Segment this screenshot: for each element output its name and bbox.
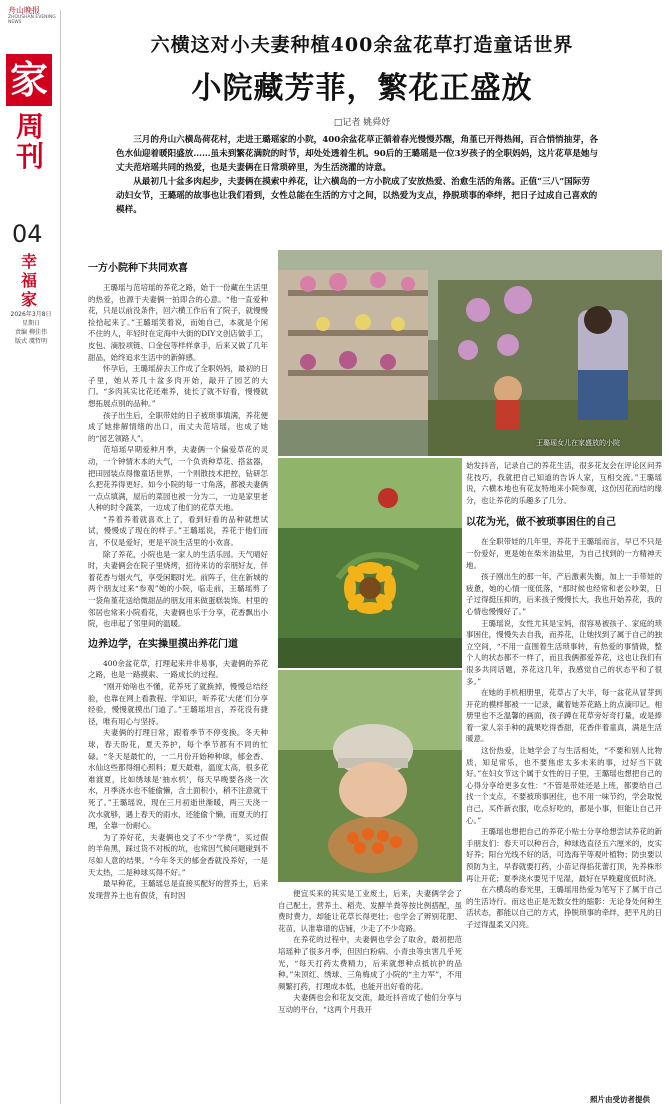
- courtyard-illustration: [278, 250, 662, 456]
- paragraph: “刚开始啥也不懂，花养死了就换掉，慢慢总结经验，也靠在网上看教程、学知识，听养花‘大佬’们分享经验，慢慢就摸出门道了。”王璐瑶坦言，养花没有捷径，唯有用心与坚持。: [88, 682, 268, 726]
- designer: 版式 虞哲明: [15, 338, 47, 345]
- zhou-char: 周: [15, 110, 44, 143]
- subheading-3: 以花为光，做不被琐事困住的自己: [466, 517, 616, 529]
- paragraph: 在六横岛的春光里，王璐瑶用热爱为笔写下了属于自己的生活诗行。而这也正是无数女性的缩影：无论身处何种生活状态，都能以自己的方式，挣脱琐事的牵绊，把平凡的日子过得温柔又闪亮。: [466, 885, 662, 929]
- section-name: 幸福家: [20, 252, 37, 309]
- subheading-1: 一方小院种下共同欢喜: [88, 263, 188, 274]
- photo-courtyard: [278, 250, 662, 456]
- kicker: 六横这对小夫妻种植400余盆花草打造童话世界: [150, 34, 574, 56]
- section-logo-zhoukan: [10, 112, 50, 172]
- photo-credit: 照片由受访者提供: [590, 1095, 650, 1104]
- lead-paragraphs: [116, 133, 598, 217]
- paragraph: 这份热爱，让她学会了与生活相处，“不要和别人比物质，知足常乐，也不要焦虑太多未来的事，过好当下就好。”在妇女节这个属于女性的日子里，王璐瑶也想把自己的心得分享给更多女性：“不管是带娃还是上班，都要给自己找一个支点，不要被琐事困住，也不用一味节约，学会取悦自己，买件新衣服，吃点好吃的，都是小事，但能让自己开心。”: [466, 746, 662, 825]
- sidebar: [0, 0, 60, 1114]
- subheading-2: 边养边学，在实操里摸出养花门道: [88, 638, 238, 650]
- photo-caption: 王璐瑶女儿在家盛放的小院: [536, 439, 620, 447]
- paragraph: 孩子刚出生的那一年，产后激素失衡，加上一手带娃的疲惫，她的心情一度低落，“那时候也经常和老公吵架，日子过得挺压抑的，后来孩子慢慢长大，我也开始养花，我的心情也慢慢好了。”: [466, 572, 662, 616]
- paragraph: 王璐瑶与范培瑶的养花之路，始于一份藏在生活里的热爱，也源于夫妻俩一拍即合的心意。“他一直爱种花，只是以前没条件，回六横工作后有了院子，就慢慢捡拾起来了。”王璐瑶笑着说，而她自己，本就是个闲不住的人，年轻时在定海中大街的DIY文创店做手工，皮包、滴胶项链、口金包等样样拿手，后来又做了几年甜品，始终追求生活中的新鲜感。: [88, 283, 268, 362]
- paragraph: 在全职带娃的几年里，养花于王璐瑶而言，早已不只是一份爱好，更是她在柴米油盐里，为自己找到的一方精神天地。: [466, 537, 662, 570]
- column-2: [278, 888, 462, 1110]
- paragraph: 便宜买来的其实是工业废土，后来，夫妻俩学会了自己配土，营养土、稻壳、发酵羊粪等按比例搭配，虽费时费力，却能让花草长得更壮；也学会了辨别花肥、花苗，认准靠谱的店铺，少走了不少弯路。: [278, 889, 462, 933]
- photo-child: [278, 670, 462, 882]
- kan-char: 刊: [15, 140, 44, 173]
- sunflower-illustration: [278, 458, 462, 668]
- photo-sunflower: [278, 458, 462, 668]
- paragraph: 范培瑶早期爱种月季，夫妻俩一个偏爱草花的灵动，一个钟情木本的大气，一个负责种草花、搭盆器，把田园装点得像童话世界，一个则散技术把控，钻研怎么把花养得更好。如今小院的每一寸角落，都被夫妻俩一点点填满，屋后的菜园也被一分为二，一边是家里老人种的时令蔬菜，一边成了他们的花草天地。: [88, 445, 268, 513]
- paragraph: 400余盆花草，打理起来并非易事，夫妻俩的养花之路，也是一路摸索、一路成长的过程。: [88, 658, 268, 680]
- paragraph: 夫妻俩也会和花友交流，最近抖音成了他们分享与互动的平台，“这两个月我开: [278, 993, 462, 1014]
- headline: 小院藏芳菲，繁花正盛放: [191, 71, 533, 106]
- article-header: [62, 30, 662, 128]
- byline: □记者 姚舜妤: [333, 118, 391, 128]
- lead-paragraph: 从最初几十盆多肉起步，夫妻俩在摸索中养花，让六横岛的一方小院成了安放热爱、治愈生活的角落。正值“三八”国际劳动妇女节，王璐瑶的故事也让我们看到，女性总能在生活的方寸之间，以热爱为支点，挣脱琐事的牵绊，把日子过成自己喜欢的模样。: [116, 177, 598, 215]
- column-1: [88, 262, 268, 1104]
- paragraph: 王璐瑶也想把自己的养花小贴士分享给想尝试养花的新手朋友们：春天可以种百合，种球选直径五六厘米的，皮实好养；阳台光线不好的话，可选海芋等观叶植物；防虫要以预防为主，早春就要打药，小苗记得掐花蕾打顶，先养株形再让开花；夏季浇水要见干见湿，最好在早晚避度低时浇。: [466, 827, 662, 883]
- paragraph: 在她的手机相册里，花草占了大半，每一盆花从冒芽到开花的模样都被一一记录，藏着她养花路上的点滴印记。相册里也不乏温馨的画面，孩子蹲在花草旁好奇打量，或是捧着一家人亲手种的蔬果吃得香甜，花香伴着童真，满是生活暖意。: [466, 688, 662, 744]
- paragraph: 最早种花，王璐瑶总是直接买配好的营养土，后来发现营养土也有假货，有时因: [88, 879, 268, 900]
- issue-meta: [4, 310, 58, 346]
- paragraph: 孩子出生后，全职带娃的日子被琐事填满，养花便成了她排解情绪的出口，而丈夫范培瑶，也成了她的“园艺领路人”。: [88, 410, 268, 443]
- issue-date: 2026年3月8日: [10, 311, 52, 318]
- paragraph: 夫妻俩的打理日常，跟着季节不停变换。冬天种球，春天盼花，夏天养护，每个季节都有不同的忙碌。“冬天是最忙的，一二月份开始种种球，郁金香、水仙这些都得细心照料；夏天最难，温度太高，很多花难渡夏，比如绣球是‘抽水机’，每天早晚要各浇一次水，月季浇水也不能偷懒，含土面积小，稍不注意就干死了。”王璐瑶说，现在三月初逝世渐暖，两三天浇一次水就够，遇上春天的雨水，还能偷个懒，而夏天的打理，全靠一份耐心。: [88, 728, 268, 831]
- paragraph: 在养花的过程中，夫妻俩也学会了取舍，最初把范培瑶种了很多月季，但因白粉病、小青虫等虫害几乎死光，“每天打药太费精力，后来就想种点抵抗护的品种。”朱顶红、绣球、三角梅成了小院的“主力军”，不用频繁打药，打理成本低，也能开出好看的花。: [278, 935, 462, 991]
- editor: 责编 柳佳伟: [15, 329, 47, 336]
- paragraph: “养着养着就喜欢上了，看到好看的品种就想试试，慢慢成了现在的样子。”王璐瑶说，养花于他们而言，不仅是爱好，更是平淡生活里的小欢喜。: [88, 514, 268, 548]
- section-logo-jia: 家: [6, 54, 52, 106]
- issue-weekday: 星期日: [21, 320, 40, 327]
- column-3: [466, 460, 662, 1092]
- masthead-name: 舟山晚报: [8, 6, 40, 15]
- page-number: 04: [12, 220, 43, 248]
- paragraph: 始发抖音，记录自己的养花生活，很多花友会在评论区问养花技巧，我就把自己知道的告诉人家，互相交流。”王璐瑶说，六横本地也有花友特地来小院参观，这份因花而结的缘分，也让养花的乐趣多了几分。: [466, 461, 662, 505]
- paragraph: 王璐瑶说，女性尤其是宝妈，很容易被孩子、家庭的琐事困住，慢慢失去自我，而养花，让她找到了属于自己的独立空间，“不用一直围着生活琐事转，有热爱的事情做，整个人的状态都不一样了，而且我俩都爱养花，这也让我们有很多共同话题，养花这几年，我感觉自己的状态平和了很多。”: [466, 618, 662, 686]
- paragraph: 除了养花，小院也是一家人的生活乐园。天气晴好时，夫妻俩会在院子里烧烤，招待来访的亲朋好友，伴着花香与烟火气，享受闲暇时光。前阵子，住在新城的两个朋友过来“参观”她的小院，临走前，王璐瑶剪了一袋角堇花送给微甜品的朋友用来做蛋糕装饰。村里的邻居也常来小院看花，夫妻俩也乐于分享，花香飘出小院，也串起了邻里间的温暖。: [88, 549, 268, 629]
- paragraph: 为了养好花，夫妻俩也交了不少“学费”，买过假的羊角黑，踩过货不对板的坑，也常因气候问题碰到不尽如人意的结果。“今年冬天的郁金香就没养好，一是天太热，二是种球买得不好。”: [88, 832, 268, 877]
- masthead-en: ZHOUSHAN EVENING NEWS: [8, 15, 56, 25]
- masthead: [8, 6, 58, 25]
- paragraph: 怀孕后，王璐瑶辞去工作成了全职妈妈，最初的日子里，她从养几十盆多肉开始，敲开了园艺的大门。“多肉其实比花还难养，徒长了就不好看，慢慢就想拓展点别的品种。”: [88, 364, 268, 408]
- child-illustration: [278, 670, 462, 882]
- divider: [60, 10, 61, 1104]
- lead-paragraph: 三月的舟山六横岛荷花村，走进王璐瑶家的小院，400余盆花草正循着春光慢慢苏醒，角堇已开得热闹，百合悄悄抽芽，各色水仙迎着暖阳盛放……虽未到繁花满院的时节，却处处透着生机。90后的王璐瑶是一位3岁孩子的全职妈妈，这片花草是她与丈夫范培瑶共同的热爱，也是夫妻俩在日常琐碎里，为生活浇灌的诗意。: [116, 135, 599, 173]
